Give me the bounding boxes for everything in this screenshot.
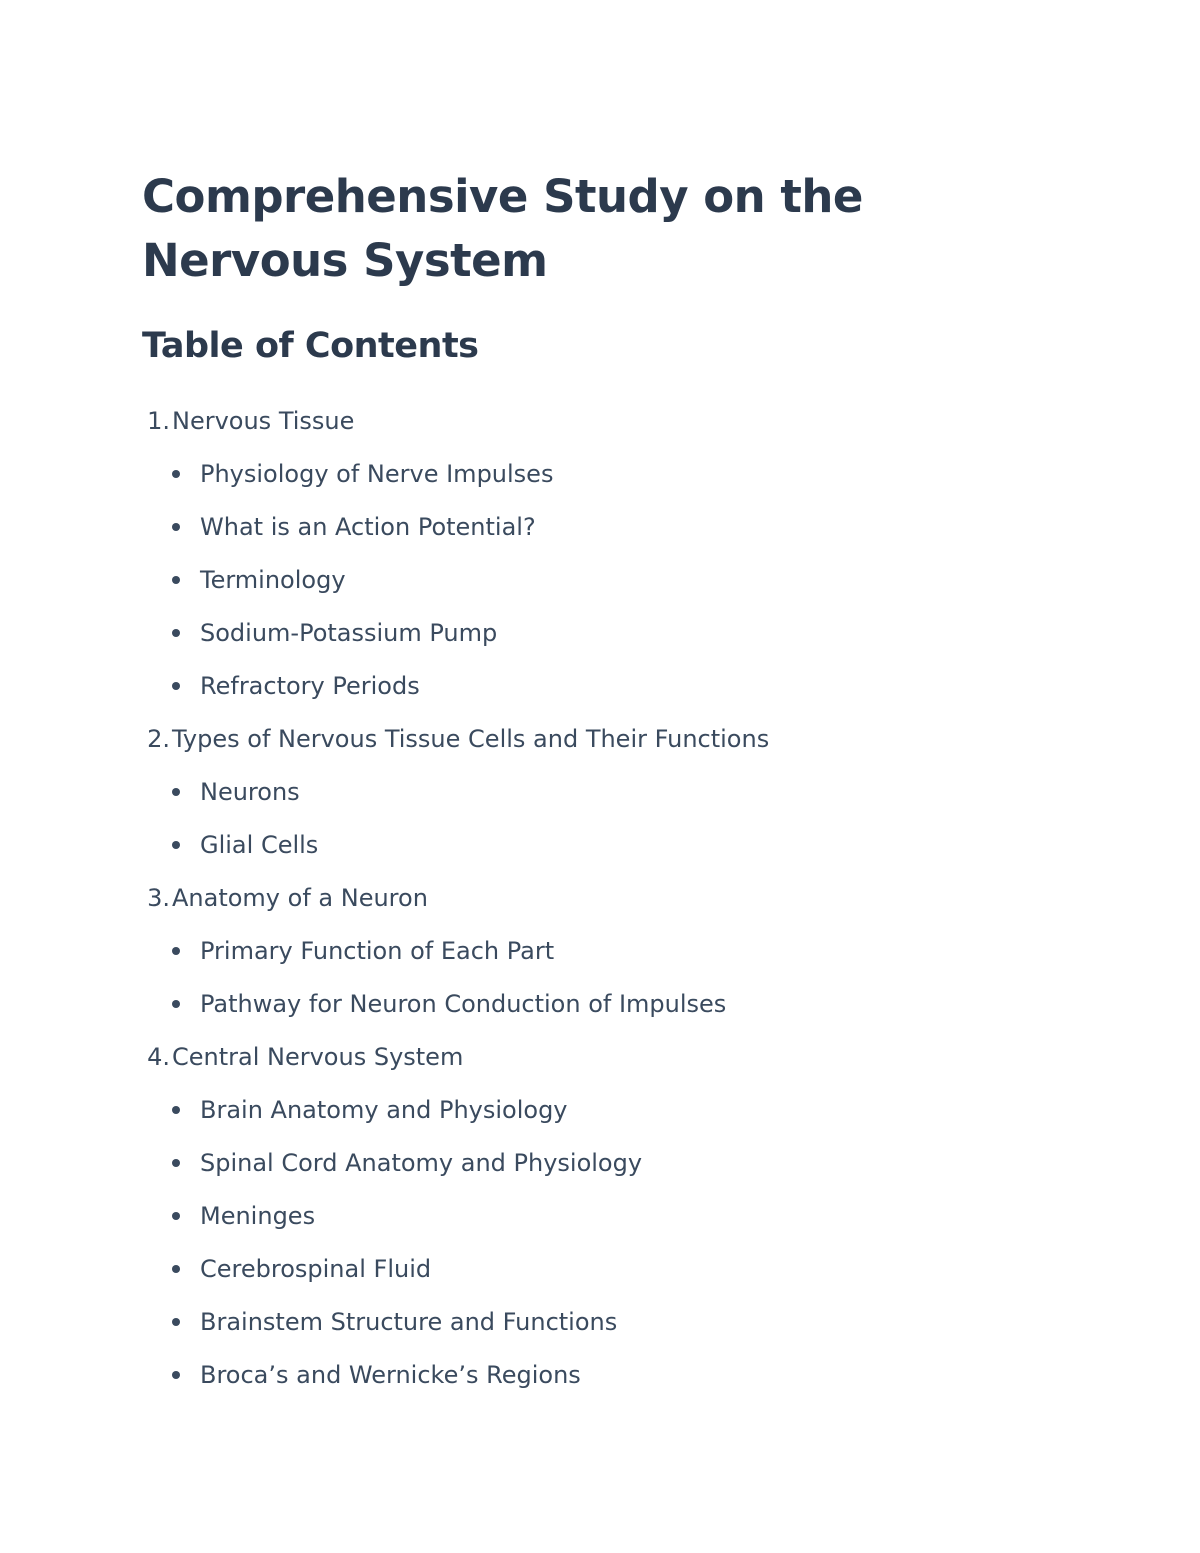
toc-subsection-item[interactable] — [142, 566, 1062, 619]
toc-section-label: Nervous Tissue — [172, 407, 355, 435]
toc-subsection-item[interactable] — [142, 619, 1062, 672]
bullet-icon — [172, 1159, 180, 1167]
toc-section-number: 4. — [147, 1043, 170, 1071]
toc-section-label: Anatomy of a Neuron — [172, 884, 428, 912]
document-page — [142, 165, 1062, 1414]
toc-subsection-item[interactable] — [142, 513, 1062, 566]
toc-subsection-item[interactable] — [142, 1096, 1062, 1149]
toc-subsection-label: Sodium-Potassium Pump — [200, 619, 498, 647]
toc-section-entry[interactable] — [142, 1043, 1062, 1096]
toc-subsection-item[interactable] — [142, 460, 1062, 513]
toc-section-number: 1. — [147, 407, 170, 435]
bullet-icon — [172, 788, 180, 796]
toc-subsection-label: Terminology — [200, 566, 346, 594]
toc-subsection-item[interactable] — [142, 1149, 1062, 1202]
table-of-contents — [142, 407, 1062, 1414]
bullet-icon — [172, 470, 180, 478]
toc-subsection-label: Brainstem Structure and Functions — [200, 1308, 618, 1336]
toc-subsection-label: Neurons — [200, 778, 300, 806]
toc-subsection-label: Pathway for Neuron Conduction of Impulses — [200, 990, 727, 1018]
toc-section-number: 2. — [147, 725, 170, 753]
toc-section-number: 3. — [147, 884, 170, 912]
bullet-icon — [172, 947, 180, 955]
toc-subsection-item[interactable] — [142, 1361, 1062, 1414]
toc-subsection-label: Glial Cells — [200, 831, 319, 859]
bullet-icon — [172, 1000, 180, 1008]
toc-section — [142, 407, 1062, 725]
toc-subsection-list — [142, 460, 1062, 725]
toc-subsection-label: Primary Function of Each Part — [200, 937, 555, 965]
toc-subsection-list — [142, 1096, 1062, 1414]
toc-subsection-item[interactable] — [142, 831, 1062, 884]
toc-heading: Table of Contents — [142, 326, 479, 366]
bullet-icon — [172, 523, 180, 531]
toc-subsection-list — [142, 778, 1062, 884]
bullet-icon — [172, 1265, 180, 1273]
bullet-icon — [172, 1318, 180, 1326]
toc-subsection-label: Physiology of Nerve Impulses — [200, 460, 554, 488]
toc-subsection-label: Broca’s and Wernicke’s Regions — [200, 1361, 581, 1389]
toc-section-entry[interactable] — [142, 407, 1062, 460]
toc-subsection-item[interactable] — [142, 672, 1062, 725]
bullet-icon — [172, 1371, 180, 1379]
toc-section-entry[interactable] — [142, 725, 1062, 778]
toc-subsection-item[interactable] — [142, 1202, 1062, 1255]
bullet-icon — [172, 682, 180, 690]
toc-subsection-list — [142, 937, 1062, 1043]
toc-subsection-item[interactable] — [142, 1308, 1062, 1361]
toc-section-label: Types of Nervous Tissue Cells and Their Functions — [172, 725, 770, 753]
toc-subsection-label: Meninges — [200, 1202, 316, 1230]
bullet-icon — [172, 576, 180, 584]
bullet-icon — [172, 1106, 180, 1114]
bullet-icon — [172, 1212, 180, 1220]
bullet-icon — [172, 629, 180, 637]
toc-subsection-label: Cerebrospinal Fluid — [200, 1255, 432, 1283]
document-title: Comprehensive Study on the Nervous System — [142, 170, 863, 287]
toc-section — [142, 1043, 1062, 1414]
toc-subsection-label: What is an Action Potential? — [200, 513, 536, 541]
bullet-icon — [172, 841, 180, 849]
toc-section — [142, 725, 1062, 884]
toc-subsection-item[interactable] — [142, 778, 1062, 831]
toc-subsection-item[interactable] — [142, 937, 1062, 990]
toc-subsection-label: Brain Anatomy and Physiology — [200, 1096, 568, 1124]
toc-section — [142, 884, 1062, 1043]
toc-section-entry[interactable] — [142, 884, 1062, 937]
toc-subsection-label: Spinal Cord Anatomy and Physiology — [200, 1149, 643, 1177]
toc-subsection-label: Refractory Periods — [200, 672, 420, 700]
toc-subsection-item[interactable] — [142, 1255, 1062, 1308]
toc-subsection-item[interactable] — [142, 990, 1062, 1043]
toc-section-label: Central Nervous System — [172, 1043, 464, 1071]
